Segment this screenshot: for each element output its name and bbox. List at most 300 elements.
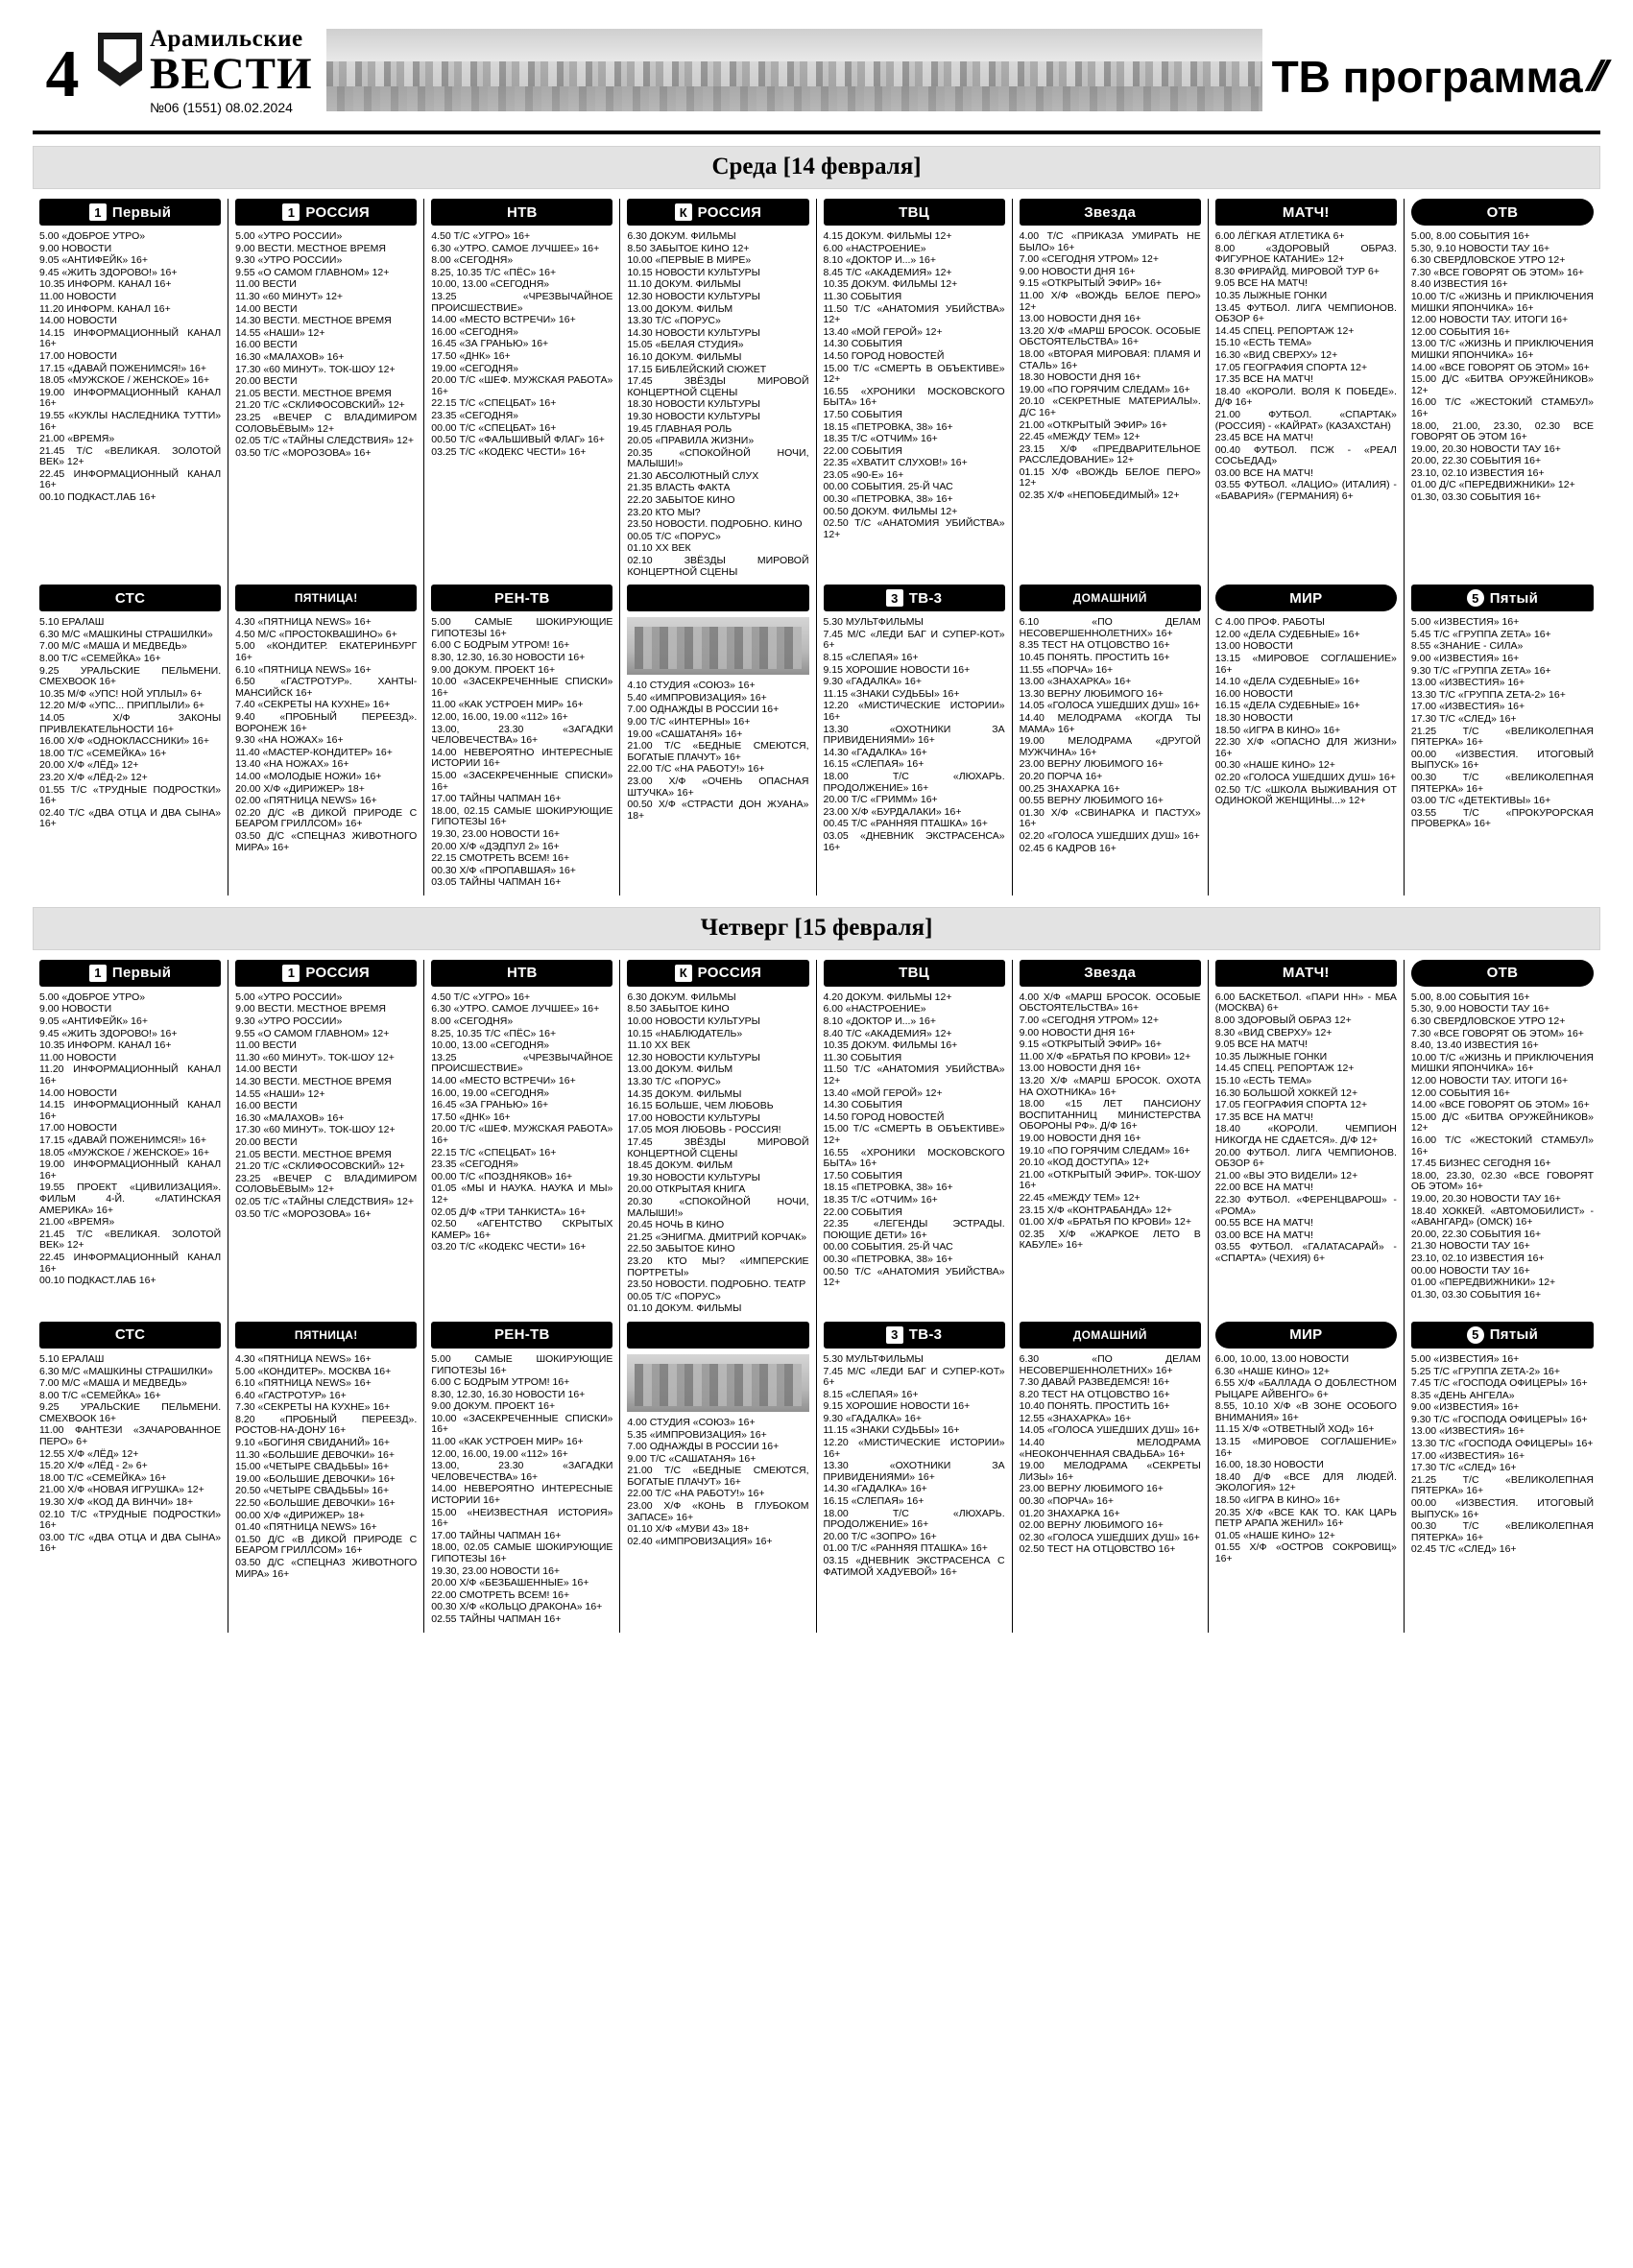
program-item: 02.40 Т/С «ДВА ОТЦА И ДВА СЫНА» 16+	[39, 806, 222, 830]
program-item: 13.30 Т/С «ПОРУС»	[627, 315, 721, 327]
program-item: 10.35 ИНФОРМ. КАНАЛ 16+	[39, 1039, 172, 1052]
program-item: 10.00 «ЗАСЕКРЕЧЕННЫЕ СПИСКИ» 16+	[431, 676, 613, 699]
program-item: 17.00 «ИЗВЕСТИЯ» 16+	[1410, 1449, 1525, 1462]
program-item: 10.35 ЛЫЖНЫЕ ГОНКИ	[1214, 289, 1328, 301]
program-item: 12.00 НОВОСТИ ТАУ. ИТОГИ 16+	[1410, 1075, 1569, 1087]
program-item: 9.45 «ЖИТЬ ЗДОРОВО!» 16+	[39, 266, 178, 278]
program-item: 6.00 С БОДРЫМ УТРОМ! 16+	[431, 639, 570, 652]
program-item: 14.30 ВЕСТИ. МЕСТНОЕ ВРЕМЯ	[235, 1076, 392, 1088]
program-item: 6.30 СВЕРДЛОВСКОЕ УТРО 12+	[1410, 254, 1566, 267]
program-item: 11.40 «МАСТЕР-КОНДИТЕР» 16+	[235, 746, 393, 758]
program-item: 03.00 ВСЕ НА МАТЧ!	[1214, 466, 1313, 479]
channel-column	[424, 585, 620, 895]
program-item: 03.55 Т/С «ПРОКУРОРСКАЯ ПРОВЕРКА» 16+	[1410, 806, 1594, 830]
program-item: 03.00 Т/С «ДЕТЕКТИВЫ» 16+	[1410, 795, 1551, 807]
channel-logo-кино	[627, 585, 808, 611]
program-item: 17.50 «ДНК» 16+	[431, 349, 511, 362]
channel-grid	[33, 960, 1600, 1322]
channel-badge-icon: К	[675, 203, 692, 221]
program-item: 20.00 Х/Ф «ДИРИЖЕР» 18+	[235, 782, 365, 795]
program-item: 13.40 «МОЙ ГЕРОЙ» 12+	[823, 325, 943, 338]
program-item: 14.00 «МЕСТО ВСТРЕЧИ» 16+	[431, 1075, 576, 1087]
channel-name: МИР	[1289, 589, 1323, 607]
slash-decoration-icon: //	[1580, 53, 1609, 100]
program-item: 20.05 «ПРАВИЛА ЖИЗНИ»	[627, 435, 755, 447]
channel-logo-россия-1	[235, 960, 417, 987]
program-item: 00.00 Т/С «ПОЗДНЯКОВ» 16+	[431, 1170, 573, 1182]
program-item: 20.00 Т/С «ШЕФ. МУЖСКАЯ РАБОТА» 16+	[431, 1123, 613, 1146]
channel-logo-матч-тв	[1215, 199, 1397, 226]
program-item: 16.00 Т/С «ЖЕСТОКИЙ СТАМБУЛ» 16+	[1410, 1134, 1594, 1158]
channel-name: ТВ-3	[908, 589, 943, 607]
channel-badge-icon: 1	[282, 203, 300, 221]
channel-column	[1013, 960, 1209, 1322]
program-item: 02.45 Т/С «СЛЕД» 16+	[1410, 1543, 1517, 1556]
program-item: 18.00, 02.15 САМЫЕ ШОКИРУЮЩИЕ ГИПОТЕЗЫ 16+	[431, 804, 613, 828]
program-item: 6.55 Х/Ф «БАЛЛАДА О ДОБЛЕСТНОМ РЫЦАРЕ АЙВЕНГО» 6+	[1214, 1377, 1397, 1400]
program-item: 13.00 ДОКУМ. ФИЛЬМ	[627, 1063, 733, 1076]
channel-logo-рен-тв	[431, 1322, 612, 1349]
channel-name: ОТВ	[1486, 203, 1519, 221]
program-list	[627, 992, 808, 1315]
program-list	[235, 992, 417, 1220]
program-item: 6.30 М/С «МАШКИНЫ СТРАШИЛКИ»	[39, 628, 213, 640]
program-item: 8.15 «СЛЕПАЯ» 16+	[823, 1388, 919, 1400]
channel-column	[620, 960, 816, 1322]
program-item: 01.30 Х/Ф «СВИНАРКА И ПАСТУХ» 16+	[1019, 806, 1201, 830]
program-item: 8.00 «СЕГОДНЯ»	[431, 1015, 514, 1028]
program-item: 17.05 МОЯ ЛЮБОВЬ - РОССИЯ!	[627, 1124, 781, 1136]
program-item: 19.55 «КУКЛЫ НАСЛЕДНИКА ТУТТИ» 16+	[39, 409, 222, 433]
days-root	[33, 146, 1600, 1633]
program-item: 14.15 ИНФОРМАЦИОННЫЙ КАНАЛ 16+	[39, 1099, 222, 1122]
program-item: 20.00, 22.30 СОБЫТИЯ 16+	[1410, 1228, 1542, 1240]
program-item: 5.00 «ИЗВЕСТИЯ» 16+	[1410, 1352, 1520, 1365]
program-item: 6.30 М/С «МАШКИНЫ СТРАШИЛКИ»	[39, 1365, 213, 1377]
program-item: 12.55 Х/Ф «ЛЁД» 12+	[39, 1447, 139, 1460]
program-item: 4.30 «ПЯТНИЦА NEWS» 16+	[235, 616, 372, 629]
program-item: 6.30 ДОКУМ. ФИЛЬМЫ	[627, 991, 736, 1003]
program-item: 18.00, 02.05 САМЫЕ ШОКИРУЮЩИЕ ГИПОТЕЗЫ 16+	[431, 1541, 613, 1564]
program-item: 6.10 «ПЯТНИЦА NEWS» 16+	[235, 663, 372, 676]
program-item: 00.55 ВСЕ НА МАТЧ!	[1214, 1217, 1313, 1229]
program-item: 11.10 XX ВЕК	[627, 1039, 690, 1052]
program-item: 22.15 Т/С «СПЕЦБАТ» 16+	[431, 1146, 557, 1158]
program-item: 4.00 Х/Ф «МАРШ БРОСОК. ОСОБЫЕ ОБСТОЯТЕЛЬСТВА» 16+	[1019, 991, 1201, 1015]
program-item: 18.00 Т/С «ЛЮХАРЬ. ПРОДОЛЖЕНИЕ» 16+	[823, 1507, 1005, 1531]
program-item: 5.30, 9.10 НОВОСТИ ТАУ 16+	[1410, 242, 1550, 254]
program-item: 22.45 «МЕЖДУ ТЕМ» 12+	[1019, 431, 1141, 443]
program-item: 5.10 ЕРАЛАШ	[39, 1352, 105, 1365]
program-list	[431, 617, 612, 889]
program-item: 11.00 Х/Ф «ВОЖДЬ БЕЛОЕ ПЕРО» 12+	[1019, 289, 1201, 313]
program-item: 20.30 «СПОКОЙНОЙ НОЧИ, МАЛЫШИ!»	[627, 1195, 809, 1219]
program-item: 5.00, 8.00 СОБЫТИЯ 16+	[1410, 230, 1530, 242]
program-item: 13.30 Т/С «ГРУППА ZETA-2» 16+	[1410, 688, 1566, 701]
program-item: 21.00 ФУТБОЛ. «СПАРТАК» (РОССИЯ) - «КАЙРАТ» (КАЗАХСТАН)	[1214, 408, 1397, 432]
newspaper-logo	[92, 27, 313, 127]
program-item: 13.00 НОВОСТИ ДНЯ 16+	[1019, 1062, 1141, 1075]
channel-column	[1013, 199, 1209, 585]
program-item: 9.40 «ПРОБНЫЙ ПЕРЕЕЗД». ВОРОНЕЖ 16+	[235, 710, 418, 734]
program-item: 02.50 Т/С «АНАТОМИЯ УБИЙСТВА» 12+	[823, 517, 1005, 540]
program-item: 9.00 ВЕСТИ. МЕСТНОЕ ВРЕМЯ	[235, 1003, 386, 1015]
channel-column	[228, 199, 424, 585]
channel-name: НТВ	[506, 965, 538, 982]
program-item: 03.25 Т/С «КОДЕКС ЧЕСТИ» 16+	[431, 445, 587, 458]
program-item: 14.30 ВЕСТИ. МЕСТНОЕ ВРЕМЯ	[235, 315, 392, 327]
program-item: 6.10 «ПЯТНИЦА NEWS» 16+	[235, 1377, 372, 1390]
channel-badge-icon: 1	[89, 965, 107, 982]
program-item: 16.00 ВЕСТИ	[235, 339, 298, 351]
program-item: 22.30 ФУТБОЛ. «ФЕРЕНЦВАРОШ» - «РОМА»	[1214, 1193, 1397, 1217]
channel-logo-пятница	[235, 585, 417, 611]
channel-logo-мир	[1215, 585, 1397, 611]
program-item: 9.25 УРАЛЬСКИЕ ПЕЛЬМЕНИ. СМЕХВООК 16+	[39, 1401, 222, 1424]
channel-logo-пятница	[235, 1322, 417, 1349]
channel-logo-первый	[39, 960, 221, 987]
program-item: 13.00 НОВОСТИ ДНЯ 16+	[1019, 313, 1141, 325]
program-item: 18.00 Т/С «ЛЮХАРЬ. ПРОДОЛЖЕНИЕ» 16+	[823, 770, 1005, 794]
program-item: 20.00 Т/С «ГРИММ» 16+	[823, 794, 938, 806]
program-item: 14.55 «НАШИ» 12+	[235, 1087, 325, 1100]
channel-logo-звезда	[1020, 960, 1201, 987]
program-list	[235, 231, 417, 459]
program-item: 18.05 «МУЖСКОЕ / ЖЕНСКОЕ» 16+	[39, 1146, 210, 1158]
program-item: 9.00 Т/С «ИНТЕРНЫ» 16+	[627, 716, 751, 728]
program-item: 02.45 6 КАДРОВ 16+	[1019, 842, 1117, 854]
program-item: 00.00 «ИЗВЕСТИЯ. ИТОГОВЫЙ ВЫПУСК» 16+	[1410, 1497, 1594, 1520]
program-item: 14.00 НЕВЕРОЯТНО ИНТЕРЕСНЫЕ ИСТОРИИ 16+	[431, 746, 613, 770]
program-item: 16.30 «ВИД СВЕРХУ» 12+	[1214, 348, 1338, 361]
program-item: 5.00 «ДОБРОЕ УТРО»	[39, 230, 146, 242]
program-item: 23.00 ВЕРНУ ЛЮБИМОГО 16+	[1019, 758, 1164, 771]
program-item: 11.00 НОВОСТИ	[39, 290, 117, 302]
program-item: 11.00 «КАК УСТРОЕН МИР» 16+	[431, 1436, 584, 1448]
program-item: 16.55 «ХРОНИКИ МОСКОВСКОГО БЫТА» 16+	[823, 385, 1005, 409]
program-item: 01.55 Х/Ф «ОСТРОВ СОКРОВИЩ» 16+	[1214, 1541, 1397, 1564]
program-item: 10.15 «НАБЛЮДАТЕЛЬ»	[627, 1027, 743, 1039]
program-item: 10.35 ЛЫЖНЫЕ ГОНКИ	[1214, 1050, 1328, 1062]
page-number: 4	[45, 37, 80, 111]
program-item: 6.30 ДОКУМ. ФИЛЬМЫ	[627, 230, 736, 242]
program-item: 22.15 Т/С «СПЕЦБАТ» 16+	[431, 397, 557, 410]
channel-name: СТС	[114, 589, 146, 607]
program-item: 7.00 «СЕГОДНЯ УТРОМ» 12+	[1019, 1015, 1159, 1027]
program-item: 5.30 МУЛЬТФИЛЬМЫ	[823, 1352, 924, 1365]
program-item: 11.00 ФАНТЕЗИ «ЗАЧАРОВАННОЕ ПЕРО» 6+	[39, 1424, 222, 1448]
program-item: 20.00 ВЕСТИ	[235, 1136, 298, 1148]
channel-badge-icon: 1	[89, 203, 107, 221]
program-item: 01.00 «ПЕРЕДВИЖНИКИ» 12+	[1410, 1277, 1556, 1289]
program-item: 02.30 «ГОЛОСА УШЕДШИХ ДУШ» 16+	[1019, 1531, 1200, 1543]
program-item: 14.00 «МОЛОДЫЕ НОЖИ» 16+	[235, 770, 382, 782]
program-item: 19.00 МЕЛОДРАМА «СЕКРЕТЫ ЛИЗЫ» 16+	[1019, 1460, 1201, 1483]
channel-logo-отв	[1411, 960, 1594, 987]
program-item: 6.30 «УТРО. САМОЕ ЛУЧШЕЕ» 16+	[431, 242, 600, 254]
program-item: 11.00 «КАК УСТРОЕН МИР» 16+	[431, 699, 584, 711]
program-item: 22.50 ЗАБЫТОЕ КИНО	[627, 1243, 735, 1255]
channel-badge-icon: К	[675, 965, 692, 982]
program-item: 18.00 Т/С «СЕМЕЙКА» 16+	[39, 1471, 167, 1484]
program-item: 15.05 «БЕЛАЯ СТУДИЯ»	[627, 339, 744, 351]
program-item: 00.25 ЗНАХАРКА 16+	[1019, 782, 1120, 795]
program-list	[1215, 992, 1397, 1265]
program-item: 10.00 «ПЕРВЫЕ В МИРЕ»	[627, 254, 752, 267]
program-item: 15.00 «ЧЕТЫРЕ СВАДЬБЫ» 16+	[235, 1461, 390, 1473]
program-list	[431, 1354, 612, 1626]
program-item: 15.00 Т/С «СМЕРТЬ В ОБЪЕКТИВЕ» 12+	[823, 1123, 1005, 1146]
program-item: 10.00, 13.00 «СЕГОДНЯ»	[431, 278, 550, 291]
channel-name: РОССИЯ	[697, 965, 762, 982]
program-item: 21.25 «ЭНИГМА. ДМИТРИЙ КОРЧАК»	[627, 1230, 807, 1243]
program-item: 14.50 ГОРОД НОВОСТЕЙ	[823, 1110, 945, 1123]
program-item: 10.00, 13.00 «СЕГОДНЯ»	[431, 1039, 550, 1052]
program-item: 19.00, 20.30 НОВОСТИ ТАУ 16+	[1410, 442, 1561, 455]
program-item: 23.35 «СЕГОДНЯ»	[431, 409, 519, 421]
program-item: 9.30 «ГАДАЛКА» 16+	[823, 676, 922, 688]
program-item: 13.45 ФУТБОЛ. ЛИГА ЧЕМПИОНОВ. ОБЗОР 6+	[1214, 301, 1397, 325]
program-item: 00.50 Т/С «АНАТОМИЯ УБИЙСТВА» 12+	[823, 1265, 1005, 1289]
program-item: 11.30 СОБЫТИЯ	[823, 290, 902, 302]
program-item: 21.00 Т/С «БЕДНЫЕ СМЕЮТСЯ, БОГАТЫЕ ПЛАЧУТ» 16+	[627, 1465, 809, 1488]
program-item: 01.40 «ПЯТНИЦА NEWS» 16+	[235, 1521, 377, 1534]
program-item: 18.00 Т/С «СЕМЕЙКА» 16+	[39, 747, 167, 759]
program-item: 20.00 Х/Ф «ЛЁД» 12+	[39, 759, 139, 772]
program-item: 9.30 «УТРО РОССИИ»	[235, 1015, 343, 1028]
program-item: 03.55 ФУТБОЛ. «ГАЛАТАСАРАЙ» - «СПАРТА» (ЧЕХИЯ) 6+	[1214, 1241, 1397, 1264]
program-item: 01.00 Х/Ф «БРАТЬЯ ПО КРОВИ» 12+	[1019, 1216, 1191, 1229]
program-item: 03.50 Д/С «СПЕЦНАЗ ЖИВОТНОГО МИРА» 16+	[235, 829, 418, 853]
program-item: 21.00 Т/С «БЕДНЫЕ СМЕЮТСЯ, БОГАТЫЕ ПЛАЧУТ» 16+	[627, 740, 809, 763]
program-item: 17.45 БИЗНЕС СЕГОДНЯ 16+	[1410, 1158, 1551, 1170]
program-item: 17.30 Т/С «СЛЕД» 16+	[1410, 712, 1517, 725]
program-item: 6.30 «НАШЕ КИНО» 12+	[1214, 1365, 1331, 1377]
channel-badge-icon: 3	[886, 1326, 903, 1344]
program-item: 17.00 «ИЗВЕСТИЯ» 16+	[1410, 701, 1525, 713]
channel-column	[228, 585, 424, 895]
program-list	[39, 992, 221, 1287]
program-item: 13.00 «ЗНАХАРКА» 16+	[1019, 676, 1132, 688]
program-item: 03.05 «ДНЕВНИК ЭКСТРАСЕНСА» 16+	[823, 829, 1005, 853]
program-item: 6.30 СВЕРДЛОВСКОЕ УТРО 12+	[1410, 1015, 1566, 1028]
program-item: 21.45 Т/С «ВЕЛИКАЯ. ЗОЛОТОЙ ВЕК» 12+	[39, 444, 222, 468]
program-item: 7.00 М/С «МАША И МЕДВЕДЬ»	[39, 640, 187, 653]
program-item: 02.20 «ГОЛОСА УШЕДШИХ ДУШ» 16+	[1214, 771, 1396, 783]
program-list	[627, 1418, 808, 1548]
program-list	[39, 617, 221, 830]
program-item: 19.00 «САШАТАНЯ» 16+	[627, 728, 743, 740]
program-item: 16.00, 18.30 НОВОСТИ	[1214, 1459, 1324, 1471]
program-item: 14.00 «МЕСТО ВСТРЕЧИ» 16+	[431, 314, 576, 326]
program-item: 13.30 ВЕРНУ ЛЮБИМОГО 16+	[1019, 687, 1164, 700]
program-item: 9.30 Т/С «ГРУППА ZETA» 16+	[1410, 664, 1551, 677]
program-item: 17.15 «ДАВАЙ ПОЖЕНИМСЯ!» 16+	[39, 1134, 206, 1146]
channel-column	[1013, 1322, 1209, 1633]
program-item: 19.00 «ПО ГОРЯЧИМ СЛЕДАМ» 16+	[1019, 383, 1190, 395]
program-item: 21.20 Т/С «СКЛИФОСОВСКИЙ» 12+	[235, 399, 405, 412]
program-item: 00.30 Х/Ф «КОЛЬЦО ДРАКОНА» 16+	[431, 1601, 603, 1613]
program-item: 00.30 «НАШЕ КИНО» 12+	[1214, 759, 1335, 772]
program-item: 15.00 Д/С «БИТВА ОРУЖЕЙНИКОВ» 12+	[1410, 1110, 1594, 1134]
program-item: 16.15 «СЛЕПАЯ» 16+	[823, 758, 925, 771]
program-item: 18.15 «ПЕТРОВКА, 38» 16+	[823, 1182, 953, 1194]
program-item: 23.00 ВЕРНУ ЛЮБИМОГО 16+	[1019, 1483, 1164, 1495]
program-item: 20.45 НОЧЬ В КИНО	[627, 1219, 725, 1231]
program-item: 9.10 «БОГИНЯ СВИДАНИЙ» 16+	[235, 1437, 391, 1449]
program-list	[235, 617, 417, 853]
program-item: 23.10, 02.10 ИЗВЕСТИЯ 16+	[1410, 1252, 1545, 1264]
program-item: 03.00 Т/С «ДВА ОТЦА И ДВА СЫНА» 16+	[39, 1531, 222, 1555]
program-item: 9.00 НОВОСТИ	[39, 1003, 112, 1015]
program-item: 8.55 «ЗНАНИЕ - СИЛА»	[1410, 640, 1524, 653]
program-item: 5.30 МУЛЬТФИЛЬМЫ	[823, 616, 924, 629]
program-item: 7.00 М/С «МАША И МЕДВЕДЬ»	[39, 1377, 187, 1390]
program-item: 5.30, 9.00 НОВОСТИ ТАУ 16+	[1410, 1003, 1550, 1015]
program-item: 02.20 Д/С «В ДИКОЙ ПРИРОДЕ С БЕАРОМ ГРИЛЛСОМ» 16+	[235, 806, 418, 830]
day-header: Четверг [15 февраля]	[33, 907, 1600, 950]
program-item: 8.55, 10.10 Х/Ф «В ЗОНЕ ОСОБОГО ВНИМАНИЯ» 16+	[1214, 1400, 1397, 1423]
program-item: 19.30, 23.00 НОВОСТИ 16+	[431, 1564, 561, 1577]
program-item: 8.00 Т/С «СЕМЕЙКА» 16+	[39, 1389, 161, 1401]
program-item: 02.20 «ГОЛОСА УШЕДШИХ ДУШ» 16+	[1019, 829, 1200, 842]
program-item: 13.15 «МИРОВОЕ СОГЛАШЕНИЕ» 16+	[1214, 653, 1397, 676]
channel-name: РЕН-ТВ	[493, 1326, 550, 1344]
program-item: 22.35 «ЛЕГЕНДЫ ЭСТРАДЫ. ПОЮЩИЕ ДЕТИ» 16+	[823, 1218, 1005, 1241]
program-item: 22.45 ИНФОРМАЦИОННЫЙ КАНАЛ 16+	[39, 1251, 222, 1275]
program-item: 12.20 М/Ф «УПС... ПРИПЛЫЛИ» 6+	[39, 700, 205, 712]
program-item: 02.50 Т/С «ШКОЛА ВЫЖИВАНИЯ ОТ ОДИНОКОЙ ЖЕНЩИНЫ...» 12+	[1214, 783, 1397, 807]
program-item: 23.00 Х/Ф «КОНЬ В ГЛУБОКОМ ЗАПАСЕ» 16+	[627, 1500, 809, 1523]
channel-name: РОССИЯ	[305, 203, 370, 221]
program-item: 03.55 ФУТБОЛ. «ЛАЦИО» (ИТАЛИЯ) - «БАВАРИЯ» (ГЕРМАНИЯ) 6+	[1214, 479, 1397, 503]
channel-name: ПЯТНИЦА!	[294, 591, 358, 606]
program-item: 00.55 ВЕРНУ ЛЮБИМОГО 16+	[1019, 795, 1164, 807]
program-item: 01.55 Т/С «ТРУДНЫЕ ПОДРОСТКИ» 16+	[39, 783, 222, 807]
program-item: 17.00 ТАЙНЫ ЧАПМАН 16+	[431, 1529, 562, 1541]
program-item: 9.00 НОВОСТИ	[39, 242, 112, 254]
program-item: 20.20 ПОРЧА 16+	[1019, 770, 1103, 782]
program-item: 9.55 «О САМОМ ГЛАВНОМ» 12+	[235, 266, 390, 278]
program-item: 01.00 Т/С «РАННЯЯ ПТАШКА» 16+	[823, 1542, 988, 1555]
program-item: 15.10 «ЕСТЬ ТЕМА»	[1214, 1075, 1312, 1087]
channel-column	[1209, 585, 1405, 895]
program-item: 14.40 МЕЛОДРАМА «НЕОКОНЧЕННАЯ СВАДЬБА» 16+	[1019, 1437, 1201, 1460]
program-item: 14.00 «ВСЕ ГОВОРЯТ ОБ ЭТОМ» 16+	[1410, 1099, 1590, 1111]
program-item: 00.50 Т/С «ФАЛЬШИВЫЙ ФЛАГ» 16+	[431, 434, 605, 446]
program-item: 8.40 ИЗВЕСТИЯ 16+	[1410, 278, 1508, 291]
program-item: С 4.00 ПРОФ. РАБОТЫ	[1214, 616, 1325, 629]
program-item: 02.50 ТЕСТ НА ОТЦОВСТВО 16+	[1019, 1543, 1176, 1556]
program-item: 00.30 Т/С «ВЕЛИКОЛЕПНАЯ ПЯТЕРКА» 16+	[1410, 1520, 1594, 1543]
channel-column	[33, 199, 228, 585]
program-item: 13.20 Х/Ф «МАРШ БРОСОК. ОСОБЫЕ ОБСТОЯТЕЛЬСТВА» 16+	[1019, 324, 1201, 348]
program-item: 9.25 УРАЛЬСКИЕ ПЕЛЬМЕНИ. СМЕХВООК 16+	[39, 664, 222, 688]
channel-name: МАТЧ!	[1282, 965, 1330, 982]
program-item: 22.00 СМОТРЕТЬ ВСЕМ! 16+	[431, 1588, 570, 1601]
program-item: 11.15 «ЗНАКИ СУДЬБЫ» 16+	[823, 1424, 960, 1437]
program-item: 12.00, 16.00, 19.00 «112» 16+	[431, 710, 568, 723]
program-item: 7.40 «СЕКРЕТЫ НА КУХНЕ» 16+	[235, 699, 391, 711]
program-item: 01.05 «НАШЕ КИНО» 12+	[1214, 1529, 1335, 1541]
channel-column	[817, 585, 1013, 895]
paper-title-small: Арамильские	[150, 26, 303, 52]
program-item: 18.40 ХОККЕЙ. «АВТОМОБИЛИСТ» - «АВАНГАРД» (ОМСК) 16+	[1410, 1205, 1594, 1229]
program-photo	[627, 1354, 808, 1412]
channel-logo-россия-к	[627, 960, 808, 987]
program-item: 15.00 «ЗАСЕКРЕЧЕННЫЕ СПИСКИ» 16+	[431, 769, 613, 793]
program-item: 23.35 «СЕГОДНЯ»	[431, 1158, 519, 1171]
program-item: 6.30 «УТРО. САМОЕ ЛУЧШЕЕ» 16+	[431, 1003, 600, 1015]
program-item: 00.05 Т/С «ПОРУС»	[627, 530, 721, 542]
program-item: 01.10 ДОКУМ. ФИЛЬМЫ	[627, 1302, 742, 1315]
program-item: 02.00 ВЕРНУ ЛЮБИМОГО 16+	[1019, 1519, 1164, 1532]
program-item: 14.30 НОВОСТИ КУЛЬТУРЫ	[627, 326, 760, 339]
channel-logo-тв-3	[824, 585, 1005, 611]
program-list	[1215, 231, 1397, 503]
program-item: 4.20 ДОКУМ. ФИЛЬМЫ 12+	[823, 991, 952, 1003]
program-item: 17.35 ВСЕ НА МАТЧ!	[1214, 373, 1313, 386]
program-item: 20.00 ФУТБОЛ. ЛИГА ЧЕМПИОНОВ. ОБЗОР 6+	[1214, 1146, 1397, 1170]
program-item: 10.35 ИНФОРМ. КАНАЛ 16+	[39, 278, 172, 291]
program-item: 9.55 «О САМОМ ГЛАВНОМ» 12+	[235, 1027, 390, 1039]
program-item: 20.00 Т/С «ЗОПРО» 16+	[823, 1530, 937, 1542]
program-list	[431, 231, 612, 458]
program-item: 20.00 Т/С «ШЕФ. МУЖСКАЯ РАБОТА» 16+	[431, 374, 613, 397]
channel-logo-домашний	[1020, 1322, 1201, 1349]
program-item: 22.15 СМОТРЕТЬ ВСЕМ! 16+	[431, 852, 570, 865]
program-item: 6.00 ЛЁГКАЯ АТЛЕТИКА 6+	[1214, 230, 1345, 242]
program-item: 23.25 «ВЕЧЕР С ВЛАДИМИРОМ СОЛОВЬЁВЫМ» 12+	[235, 1172, 418, 1196]
program-list	[1411, 1354, 1594, 1556]
program-item: 8.40 Т/С «АКАДЕМИЯ» 12+	[823, 1027, 952, 1039]
program-item: 14.00 «ВСЕ ГОВОРЯТ ОБ ЭТОМ» 16+	[1410, 361, 1590, 373]
program-item: 5.45 Т/С «ГРУППА ZETA» 16+	[1410, 628, 1551, 640]
channel-grid	[33, 1322, 1600, 1633]
program-item: 22.50 «БОЛЬШИЕ ДЕВОЧКИ» 16+	[235, 1497, 396, 1510]
program-list	[824, 992, 1005, 1289]
program-item: 18.35 Т/С «ОТЧИМ» 16+	[823, 433, 938, 445]
program-item: 14.05 «ГОЛОСА УШЕДШИХ ДУШ» 16+	[1019, 700, 1200, 712]
program-item: 03.50 Д/С «СПЕЦНАЗ ЖИВОТНОГО МИРА» 16+	[235, 1557, 418, 1580]
program-item: 8.35 ТЕСТ НА ОТЦОВСТВО 16+	[1019, 639, 1170, 652]
program-item: 5.25 Т/С «ГРУППА ZETA-2» 16+	[1410, 1365, 1561, 1377]
channel-name: НТВ	[506, 203, 538, 221]
channel-badge-icon: 1	[282, 965, 300, 982]
program-item: 9.05 «АНТИФЕЙК» 16+	[39, 1015, 148, 1028]
channel-column	[620, 199, 816, 585]
program-list	[1020, 1354, 1201, 1556]
channel-column	[817, 1322, 1013, 1633]
program-item: 10.45 ПОНЯТЬ. ПРОСТИТЬ 16+	[1019, 652, 1170, 663]
program-item: 20.35 Х/Ф «ВСЕ КАК ТО. КАК ЦАРЬ ПЕТР АРАПА ЖЕНИЛ» 16+	[1214, 1506, 1397, 1530]
program-item: 13.40 «МОЙ ГЕРОЙ» 12+	[823, 1086, 943, 1099]
program-item: 14.50 ГОРОД НОВОСТЕЙ	[823, 349, 945, 362]
program-item: 11.00 ВЕСТИ	[235, 278, 297, 291]
program-item: 12.30 НОВОСТИ КУЛЬТУРЫ	[627, 290, 760, 302]
program-item: 11.00 НОВОСТИ	[39, 1051, 117, 1063]
channel-column	[424, 1322, 620, 1633]
program-item: 6.50 «ГАСТРОТУР». ХАНТЫ-МАНСИЙСК 16+	[235, 676, 418, 699]
program-item: 10.40 ПОНЯТЬ. ПРОСТИТЬ 16+	[1019, 1400, 1170, 1413]
program-item: 5.00 «УТРО РОССИИ»	[235, 230, 343, 242]
program-list	[431, 992, 612, 1253]
program-item: 10.00 Т/С «ЖИЗНЬ И ПРИКЛЮЧЕНИЯ МИШКИ ЯПОНЧИКА» 16+	[1410, 290, 1594, 314]
channel-name: Первый	[111, 203, 172, 221]
program-item: 4.15 ДОКУМ. ФИЛЬМЫ 12+	[823, 230, 952, 242]
program-item: 14.35 ДОКУМ. ФИЛЬМЫ	[627, 1087, 742, 1100]
program-item: 14.00 НОВОСТИ	[39, 1086, 117, 1099]
